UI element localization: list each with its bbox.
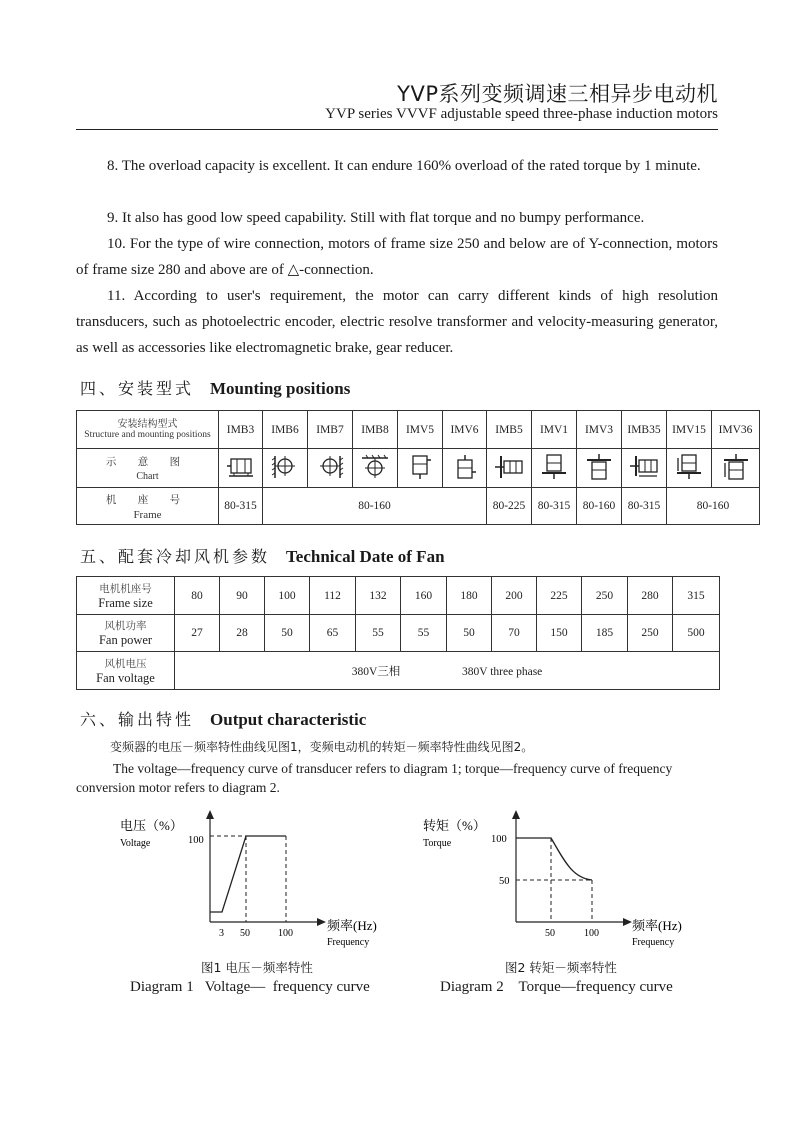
mounting-type: IMB7 [308,411,353,449]
mounting-type: IMV15 [667,411,712,449]
mounting-diagram-imv3 [577,449,622,488]
fan-frame-size: 250 [582,577,628,615]
fan-frame-size: 160 [401,577,447,615]
fan-power-row: 风机功率 Fan power 27 28 50 65 55 55 50 70 150 185 250 500 [77,615,720,652]
fan-power: 65 [310,615,356,652]
fan-frame-size: 80 [175,577,220,615]
d2-x-label-en: Frequency [632,937,675,948]
fan-power: 185 [582,615,628,652]
paragraph-10: 10. For the type of wire connection, motors of frame size 250 and below are of Y-connection, motors of frame size 280 and above are of △-connection. [76,236,718,278]
page-title: YVP系列变频调速三相异步电动机 [397,82,718,106]
chart-header-cell: 示 意 图 Chart [77,449,219,488]
d1-y-label-en: Voltage [120,838,151,849]
d2-x-tick: 50 [545,928,555,939]
fan-frame-size: 180 [447,577,492,615]
mounting-diagram-imb3 [219,449,263,488]
diagram-torque-frequency [420,810,710,960]
mounting-diagram-imv15 [667,449,712,488]
mounting-header-cell: 安装结构型式 Structure and mounting positions [77,411,219,449]
paragraph-11: 11. According to user's requirement, the motor can carry different kinds of high resolution transducers, such as photoelectric encoder, electric resolve transformer and velocity-measuring generator, as well as accessories like electromagnetic brake, gear reducer. [76,288,718,356]
diagram2-caption-cn: 图2 转矩－频率特性 [505,960,617,975]
d2-y-label-cn: 转矩（%） [423,818,486,833]
mounting-heading: 四、安装型式 Mounting positions [80,379,351,398]
mounting-diagram-imv36 [712,449,760,488]
mounting-frame-row [77,488,760,525]
mounting-type: IMB8 [353,411,398,449]
d1-y-tick: 100 [188,835,204,846]
fan-frame-size: 200 [492,577,537,615]
paragraph-9: 9. It also has good low speed capability. Still with flat torque and no bumpy performance. [107,210,645,226]
fan-heading: 五、配套冷却风机参数 Technical Date of Fan [80,547,445,566]
mounting-type: IMV5 [398,411,443,449]
mounting-type: IMV3 [577,411,622,449]
frame-range: 80-160 [577,488,622,525]
frame-range: 80-315 [532,488,577,525]
fan-frame-size: 100 [265,577,310,615]
header-divider [76,129,718,130]
fan-voltage-row: 风机电压 Fan voltage 380V三相 380V three phase [77,652,720,690]
mounting-diagram-imv5 [398,449,443,488]
mounting-diagram-imb7 [308,449,353,488]
d2-x-tick: 100 [584,928,599,939]
fan-power: 55 [401,615,447,652]
d2-curve [516,838,592,880]
paragraph-8: 8. The overload capacity is excellent. It can endure 160% overload of the rated torque by 1 minute. [107,158,701,174]
fan-table [76,576,720,690]
fan-frame-size: 225 [537,577,582,615]
d1-curve [210,836,286,912]
d1-y-arrow [206,810,214,819]
fan-power: 28 [220,615,265,652]
fan-power: 27 [175,615,220,652]
fan-power: 70 [492,615,537,652]
fan-power: 250 [628,615,673,652]
fan-frame-size: 90 [220,577,265,615]
d2-y-arrow [512,810,520,819]
d2-y-tick: 50 [499,876,510,887]
mounting-type: IMV1 [532,411,577,449]
mounting-diagram-imv6 [443,449,487,488]
diagram1-caption-en: Diagram 1 Voltage— frequency curve [130,979,370,995]
output-text-en: The voltage—frequency curve of transducer refers to diagram 1; torque—frequency curve of frequency conversion motor refers to diagram 2. [76,761,673,795]
d2-y-tick: 100 [491,834,507,845]
fan-frame-size-row: 电机机座号 Frame size 80 90 100 112 132 160 180 200 225 250 280 315 [77,577,720,615]
output-text-cn: 变频器的电压－频率特性曲线见图1，变频电动机的转矩－频率特性曲线见图2。 [110,740,534,754]
fan-frame-size: 280 [628,577,673,615]
mounting-diagram-imb35 [622,449,667,488]
mounting-type: IMB35 [622,411,667,449]
mounting-type: IMB6 [263,411,308,449]
frame-range: 80-160 [667,488,760,525]
fan-voltage-value: 380V三相 380V three phase [175,652,720,690]
frame-range: 80-160 [263,488,487,525]
diagram2-caption-en: Diagram 2 Torque—frequency curve [440,979,673,995]
d1-y-label-cn: 电压（%） [120,818,183,833]
d1-x-tick: 50 [240,928,250,939]
diagram-voltage-frequency [110,810,400,960]
fan-frame-size: 112 [310,577,356,615]
fan-frame-size: 315 [673,577,720,615]
frame-range: 80-315 [622,488,667,525]
fan-power: 50 [265,615,310,652]
diagram1-caption-cn: 图1 电压－频率特性 [201,960,313,975]
d1-x-arrow [317,918,326,926]
d1-x-label-en: Frequency [327,937,370,948]
page-subtitle: YVP series VVVF adjustable speed three-phase induction motors [325,106,718,122]
d1-x-tick: 3 [219,928,224,939]
frame-range: 80-225 [487,488,532,525]
mounting-type: IMB5 [487,411,532,449]
frame-range: 80-315 [219,488,263,525]
fan-power: 50 [447,615,492,652]
fan-power: 55 [356,615,401,652]
fan-power: 150 [537,615,582,652]
mounting-diagram-imb5 [487,449,532,488]
mounting-type: IMB3 [219,411,263,449]
fan-power: 500 [673,615,720,652]
d2-y-label-en: Torque [423,838,452,849]
fan-frame-size: 132 [356,577,401,615]
mounting-diagram-imb6 [263,449,308,488]
mounting-type-row [77,411,760,449]
d2-x-arrow [623,918,632,926]
mounting-table [76,410,760,525]
mounting-chart-row [77,449,760,488]
d1-x-tick: 100 [278,928,293,939]
mounting-diagram-imb8 [353,449,398,488]
d1-x-label-cn: 频率(Hz) [327,918,377,933]
mounting-type: IMV6 [443,411,487,449]
mounting-diagram-imv1 [532,449,577,488]
d2-x-label-cn: 频率(Hz) [632,918,682,933]
mounting-type: IMV36 [712,411,760,449]
frame-header-cell: 机 座 号 Frame [77,488,219,525]
output-heading: 六、输出特性 Output characteristic [80,710,367,729]
